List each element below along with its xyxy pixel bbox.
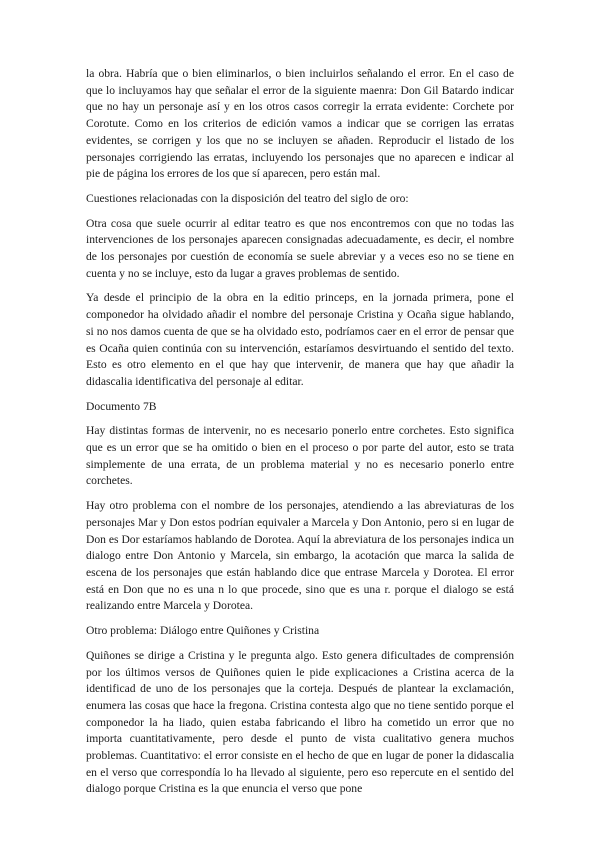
paragraph-intervenciones-personajes: Otra cosa que suele ocurrir al editar teatro es que nos encontremos con que no todas las intervenciones de los personajes aparecen consignadas adecuadamente, es decir, el nombre de los personajes por cuestión de economía se suele abreviar y a veces eso no se tiene en cuenta y no se incluye, esto da lugar a graves problemas de sentido.: [86, 216, 514, 280]
paragraph-abreviaturas-personajes: Hay otro problema con el nombre de los personajes, atendiendo a las abreviaturas de los personajes Mar y Don estos podrían equivaler a Marcela y Don Antonio, pero si en lugar de Don es Dor estaríamos hablando de Dorotea. Aquí la abreviatura de los personajes indica un dialogo entre Don Antonio y Marcela, sin embargo, la acotación que marca la salida de escena de los personajes que están hablando dice que entrase Marcela y Dorotea. El error está en Don que no es una n lo que procede, sino que es una r. porque el dialogo se está realizando entre Marcela y Dorotea.: [86, 499, 514, 613]
heading-documento-7b: Documento 7B: [86, 399, 157, 413]
paragraph-errata-characters: la obra. Habría que o bien eliminarlos, o bien incluirlos señalando el error. En el caso de que lo incluyamos hay que señalar el error de la siguiente maenra: Don Gil Batardo indicar que no hay un personaje así y en los otros casos corregir la errata evidente: Corchete por Corotute. Como en los criterios de edición vamos a indicar que se corrigen las erratas evidentes, se corrigen y los que no se incluyen se añaden. Reproducir el listado de los personajes corrigiendo las erratas, incluyendo los personajes que no aparecen e indicar al pie de página los errores de los que sí aparecen, pero están mal.: [86, 67, 514, 181]
paragraph-editio-princeps: Ya desde el principio de la obra en la editio princeps, en la jornada primera, pone el componedor ha olvidado añadir el nombre del personaje Cristina y Ocaña sigue hablando, si no nos damos cuenta de que se ha olvidado esto, podríamos caer en el error de pensar que es Ocaña quien continúa con su intervención, estaríamos desvirtuando el sentido del texto. Esto es otro elemento en el que hay que intervenir, de manera que hay que añadir la didascalia identificativa del personaje al editar.: [86, 291, 514, 388]
paragraph-quinones-cristina: Quiñones se dirige a Cristina y le pregunta algo. Esto genera dificultades de comprensión por los últimos versos de Quiñones quien le pide explicaciones a Cristina acerca de la identificad de uno de los personajes que la corteja. Después de plantear la exclamación, enumera las cosas que hace la fregona. Cristina contesta algo que no tiene sentido porque el componedor la ha liado, quien estaba fabricando el libro ha cometido un error que no importa cuantitativamente, pero desde el punto de vista cualitativo genera muchos problemas. Cuantitativo: el error consiste en el hecho de que en lugar de poner la didascalia en el verso que correspondía lo ha llevado al siguiente, pero eso repercute en el sentido del dialogo porque Cristina es la que enuncia el verso que pone: [86, 648, 514, 796]
heading-otro-problema: Otro problema: Diálogo entre Quiñones y Cristina: [86, 624, 320, 638]
paragraph-formas-intervenir: Hay distintas formas de intervenir, no es necesario ponerlo entre corchetes. Esto significa que es un error que se ha omitido o bien en el proceso o por parte del autor, esto se trata simplemente de una errata, de un problema material y no es necesario ponerlo entre corchetes.: [86, 424, 514, 488]
document-page: [86, 66, 514, 806]
heading-cuestiones-disposicion: Cuestiones relacionadas con la disposición del teatro del siglo de oro:: [86, 191, 409, 205]
